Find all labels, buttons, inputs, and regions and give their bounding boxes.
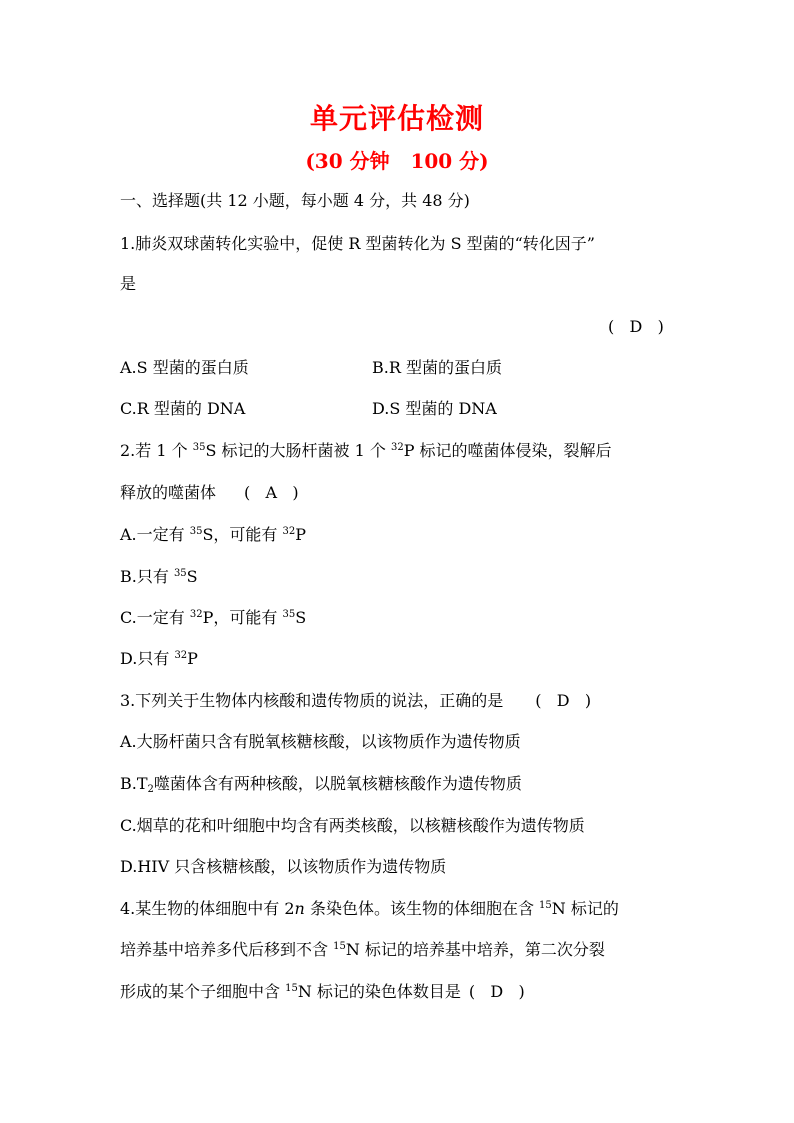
q1-option-c: C.R 型菌的 DNA bbox=[120, 399, 246, 418]
page-subtitle: (30 分钟 100 分) bbox=[305, 149, 489, 173]
q2-option-d: D.只有 $^{32}$P bbox=[120, 649, 198, 668]
q1-option-a: A.S 型菌的蛋白质 bbox=[120, 358, 249, 377]
q2-option-a: A.一定有 $^{35}$S，可能有 $^{32}$P bbox=[120, 525, 307, 544]
q1-option-b: B.R 型菌的蛋白质 bbox=[372, 358, 502, 377]
q3-stem: 3.下列关于生物体内核酸和遗传物质的说法，正确的是 ( D ) bbox=[120, 691, 592, 710]
q2-stem-line1: 2.若 1 个 $^{35}$S 标记的大肠杆菌被 1 个 $^{32}$P 标记的噬菌体侵染，裂解后 bbox=[120, 441, 612, 460]
q2-option-c: C.一定有 $^{32}$P，可能有 $^{35}$S bbox=[120, 608, 307, 627]
q1-option-d: D.S 型菌的 DNA bbox=[372, 399, 497, 418]
q3-option-b: $B.T_2$噬菌体含有两种核酸，以脱氧核糖核酸作为遗传物质 bbox=[120, 774, 522, 795]
q2-option-b: B.只有 $^{35}$S bbox=[120, 567, 198, 586]
q1-answer: ( D ) bbox=[608, 317, 664, 336]
q4-stem-line3: 形成的某个子细胞中含 $^{15}$N 标记的染色体数目是 ( D ) bbox=[120, 982, 525, 1001]
q4-stem-line2: 培养基中培养多代后移到不含 $^{15}$N 标记的培养基中培养，第二次分裂 bbox=[120, 940, 605, 959]
q1-stem-line1: 1.肺炎双球菌转化实验中，促使 R 型菌转化为 S 型菌的“转化因子” bbox=[120, 234, 595, 253]
section-heading: 一、选择题(共 12 小题，每小题 4 分，共 48 分) bbox=[120, 191, 470, 210]
page-title: 单元评估检测 bbox=[309, 102, 484, 135]
q1-stem-line2: 是 bbox=[120, 274, 137, 293]
q3-option-c: C.烟草的花和叶细胞中均含有两类核酸，以核糖核酸作为遗传物质 bbox=[120, 816, 585, 835]
q3-option-a: A.大肠杆菌只含有脱氧核糖核酸，以该物质作为遗传物质 bbox=[120, 732, 521, 751]
q2-answer: ( A ) bbox=[244, 483, 299, 502]
q3-answer: ( D ) bbox=[535, 691, 592, 710]
q3-option-d: D.HIV 只含核糖核酸，以该物质作为遗传物质 bbox=[120, 857, 447, 876]
q4-answer: ( D ) bbox=[468, 982, 525, 1001]
q4-stem-line1: 4.某生物的体细胞中有 2n 条染色体。该生物的体细胞在含 $^{15}$N 标记的 bbox=[120, 899, 619, 918]
q2-stem-line2: 释放的噬菌体 ( A ) bbox=[120, 483, 299, 502]
